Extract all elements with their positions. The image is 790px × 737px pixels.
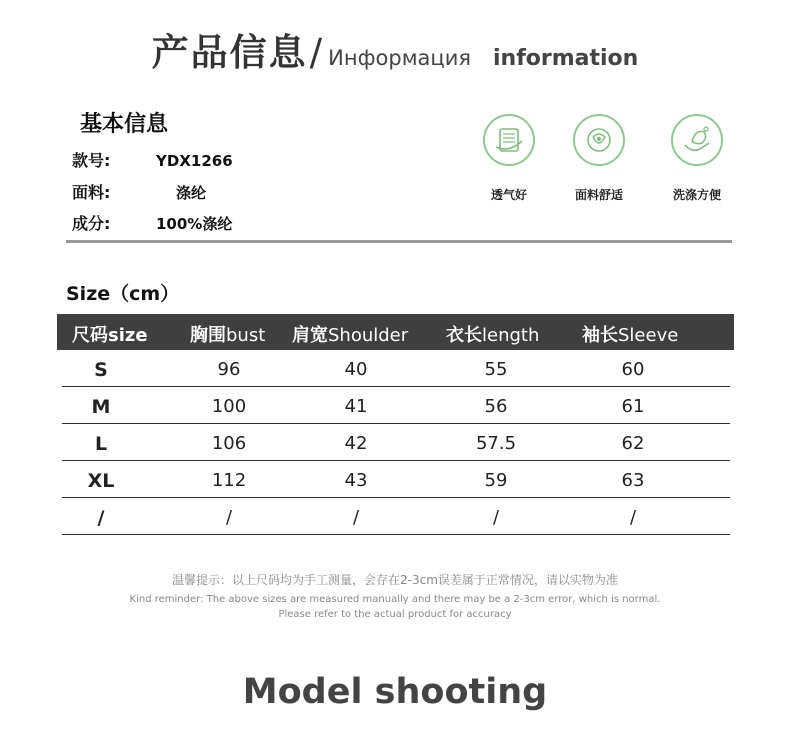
info-value: YDX1266 — [156, 152, 233, 170]
table-row — [62, 350, 730, 387]
size-table — [57, 314, 734, 535]
cell-shoulder: / — [352, 507, 360, 528]
header-length: 衣长length — [446, 325, 540, 346]
info-key: 款号: — [72, 151, 111, 170]
header-separator: / — [309, 31, 323, 74]
cell-size: S — [94, 359, 108, 381]
comfort-fabric-icon — [573, 114, 625, 166]
size-table-header — [57, 314, 734, 350]
cell-bust: 96 — [217, 359, 241, 380]
header-title-en: information — [492, 46, 639, 71]
feature-label: 透气好 — [490, 188, 527, 202]
feature-label: 洗涤方便 — [672, 188, 721, 202]
info-row-style-number — [72, 148, 233, 171]
feature-breathable — [464, 114, 554, 203]
cell-shoulder: 40 — [344, 359, 368, 380]
section-divider — [66, 240, 732, 243]
cell-sleeve: 62 — [621, 433, 645, 454]
table-row — [62, 424, 730, 461]
cell-bust: / — [225, 507, 233, 528]
info-row-fabric — [72, 180, 206, 203]
cell-sleeve: 63 — [621, 470, 645, 491]
info-value: 100%涤纶 — [156, 215, 233, 233]
feature-comfort — [554, 114, 644, 203]
table-row — [62, 498, 730, 535]
cell-length: 59 — [484, 470, 508, 491]
model-shooting-title: Model shooting — [242, 672, 548, 712]
cell-size: XL — [87, 470, 115, 492]
cell-shoulder: 41 — [344, 396, 368, 417]
breathable-icon — [483, 114, 535, 166]
info-row-composition — [72, 211, 232, 234]
feature-label: 面料舒适 — [574, 188, 623, 202]
header-size: 尺码size — [72, 325, 148, 346]
cell-size: M — [91, 396, 111, 418]
info-value: 涤纶 — [176, 184, 207, 202]
page-header — [0, 22, 790, 76]
header-shoulder: 肩宽Shoulder — [292, 325, 409, 346]
feature-easy-wash — [652, 114, 742, 203]
table-row — [62, 461, 730, 498]
cell-length: 57.5 — [475, 433, 517, 454]
basic-info-title: 基本信息 — [80, 112, 169, 137]
header-title-cn: 产品信息 — [151, 31, 308, 74]
cell-shoulder: 43 — [344, 470, 368, 491]
reminder-en-line1: Kind reminder: The above sizes are measured manually and there may be a 2-3cm error, which is normal. — [129, 594, 661, 605]
cell-bust: 106 — [211, 433, 247, 454]
cell-size: L — [94, 433, 108, 455]
info-key: 面料: — [72, 183, 111, 202]
reminder-en-line2: Please refer to the actual product for accuracy — [278, 609, 512, 620]
header-bust: 胸围bust — [190, 325, 266, 346]
cell-length: 56 — [484, 396, 508, 417]
cell-bust: 100 — [211, 396, 247, 417]
cell-size: / — [97, 507, 105, 529]
cell-shoulder: 42 — [344, 433, 368, 454]
cell-sleeve: / — [629, 507, 637, 528]
header-sleeve: 袖长Sleeve — [582, 325, 679, 346]
header-title-ru: Информация — [328, 46, 471, 70]
cell-length: 55 — [484, 359, 508, 380]
reminder-cn: 温馨提示：以上尺码均为手工测量，会存在2-3cm误差属于正常情况，请以实物为准 — [172, 573, 618, 587]
easy-wash-icon — [671, 114, 723, 166]
cell-sleeve: 61 — [621, 396, 645, 417]
table-row — [62, 387, 730, 424]
cell-length: / — [492, 507, 500, 528]
info-key: 成分: — [72, 214, 111, 233]
cell-bust: 112 — [211, 470, 247, 491]
cell-sleeve: 60 — [621, 359, 645, 380]
size-chart-title: Size（cm） — [66, 283, 180, 305]
